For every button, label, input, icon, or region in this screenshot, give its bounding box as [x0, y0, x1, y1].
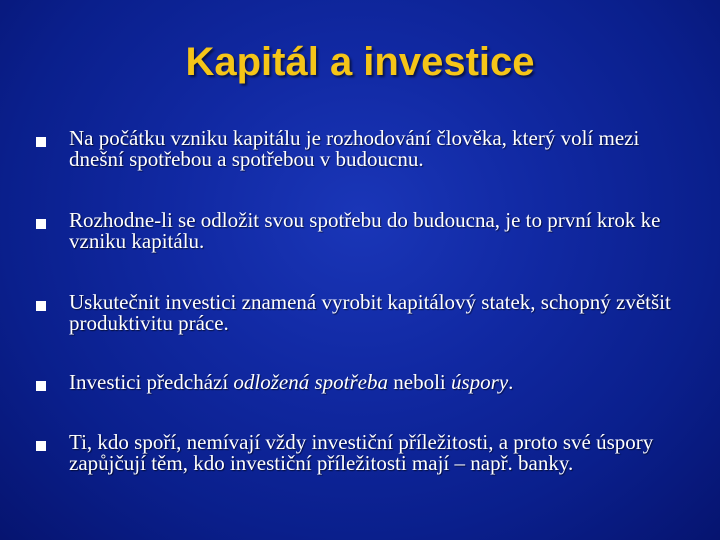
bullet-text-emphasis: úspory [451, 370, 509, 394]
bullet-text-part: . [508, 370, 514, 394]
bullet-item [36, 372, 513, 393]
square-bullet-icon [36, 441, 46, 451]
bullet-text: Rozhodne-li se odložit svou spotřebu do budoucna, je to první krok ke vzniku kapitálu. [69, 208, 661, 253]
bullet-text-part: neboli [388, 370, 451, 394]
square-bullet-icon [36, 301, 46, 311]
square-bullet-icon [36, 381, 46, 391]
bullet-item [36, 210, 676, 252]
bullet-item [36, 292, 676, 334]
bullet-text: Uskutečnit investici znamená vyrobit kapitálový statek, schopný zvětšit produktivitu práce. [69, 290, 671, 335]
bullet-text-part: Investici předchází [69, 370, 234, 394]
bullet-text-emphasis: odložená spotřeba [233, 370, 388, 394]
bullet-text: Ti, kdo spoří, nemívají vždy investiční příležitosti, a proto své úspory zapůjčují těm, kdo investiční příležitosti mají – např. banky. [69, 430, 654, 475]
bullet-text: Na počátku vzniku kapitálu je rozhodování člověka, který volí mezi dnešní spotřebou a spotřebou v budoucnu. [69, 126, 640, 171]
slide-title: Kapitál a investice [185, 40, 535, 84]
square-bullet-icon [36, 219, 46, 229]
square-bullet-icon [36, 137, 46, 147]
bullet-item [36, 128, 676, 170]
bullet-text [69, 370, 513, 394]
bullet-item [36, 432, 676, 474]
